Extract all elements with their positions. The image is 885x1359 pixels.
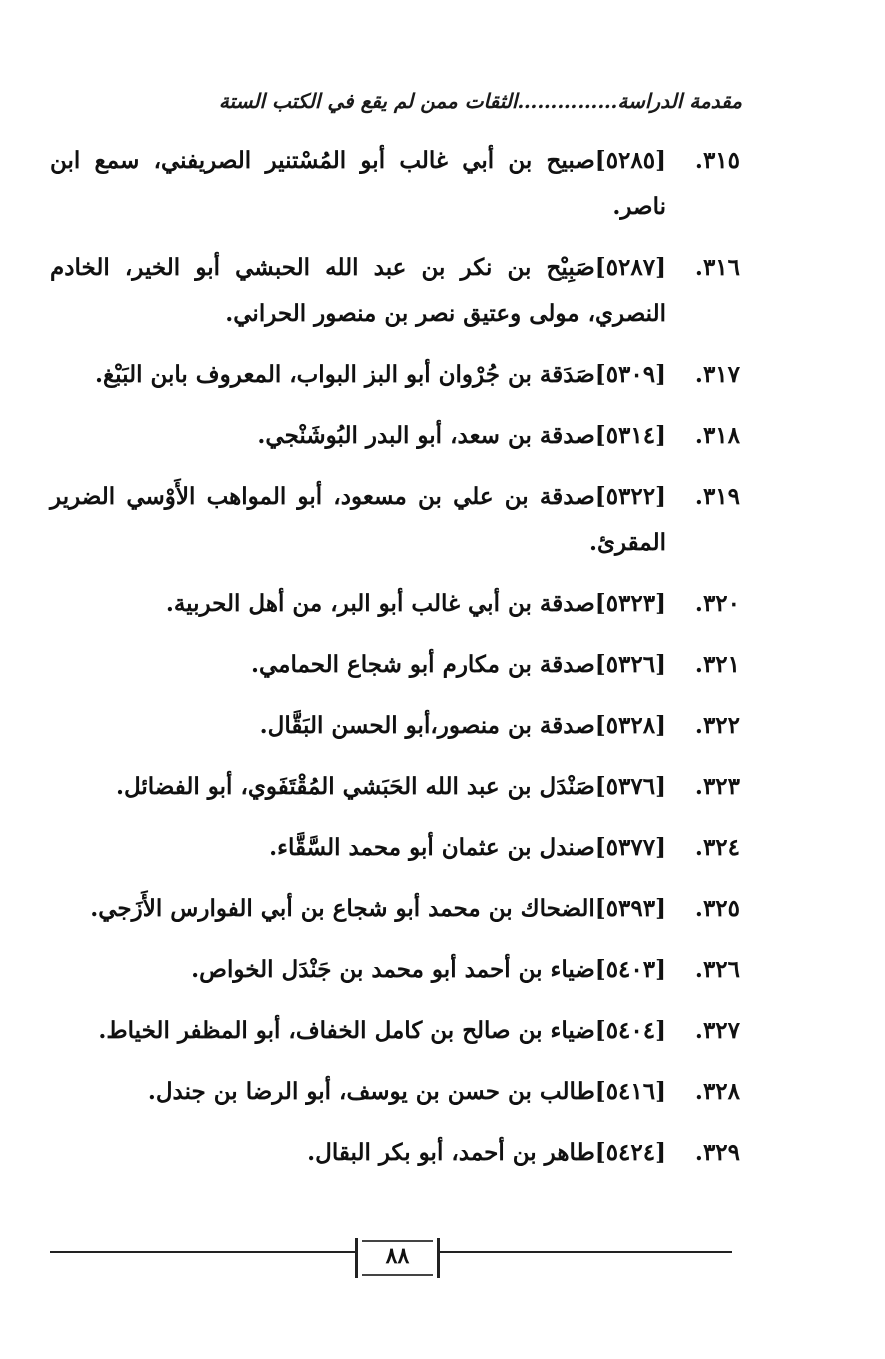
entry-text: [٥٤٢٤]طاهر بن أحمد، أبو بكر البقال. (307, 1139, 666, 1166)
entry-text: [٥٣٢٦]صدقة بن مكارم أبو شجاع الحمامي. (250, 651, 666, 678)
entry-text: [٥٢٨٧]صَبِيْح بن نكر بن عبد الله الحبشي أبو الخير، الخادم النصري، مولى وعتيق نصر بن منصور الحراني. (50, 254, 666, 327)
list-item (50, 1130, 740, 1176)
entry-number: ٣٢١. (694, 651, 740, 678)
entry-text: [٥٣٢٢]صدقة بن علي بن مسعود، أبو المواهب الأَوْسي الضرير المقرئ. (50, 483, 666, 556)
entry-text: [٥٤١٦]طالب بن حسن بن يوسف، أبو الرضا بن جندل. (147, 1078, 666, 1105)
list-item (50, 413, 740, 459)
list-item (50, 947, 740, 993)
entry-number: ٣٢٣. (694, 773, 740, 800)
entry-number: ٣٢٥. (694, 895, 740, 922)
entry-text: [٥٣١٤]صدقة بن سعد، أبو البدر البُوشَنْجي. (257, 422, 666, 449)
list-item (50, 764, 740, 810)
entry-number: ٣٢٧. (694, 1017, 740, 1044)
list-item (50, 352, 740, 398)
entry-number: ٣١٧. (694, 361, 740, 388)
entry-number: ٣٢٦. (694, 956, 740, 983)
entry-number: ٣١٥. (694, 147, 740, 174)
list-item (50, 474, 740, 566)
entry-text: [٥٣٢٨]صدقة بن منصور،أبو الحسن البَقَّال. (259, 712, 666, 739)
subsection-title: الثقات ممن لم يقع في الكتب الستة (218, 89, 518, 113)
page-number: ٨٨ (355, 1238, 440, 1278)
list-item (50, 642, 740, 688)
entry-number: ٣٢٤. (694, 834, 740, 861)
running-header (82, 86, 742, 116)
entry-number: ٣٢٠. (694, 590, 740, 617)
footer-divider-left (50, 1251, 355, 1253)
list-item (50, 581, 740, 627)
entry-number: ٣١٦. (694, 254, 740, 281)
entry-number: ٣١٨. (694, 422, 740, 449)
entry-text: [٥٤٠٤]ضياء بن صالح بن كامل الخفاف، أبو المظفر الخياط. (98, 1017, 666, 1044)
entry-number: ٣٢٨. (694, 1078, 740, 1105)
list-item (50, 886, 740, 932)
list-item (50, 1069, 740, 1115)
footer-divider-right (440, 1251, 732, 1253)
entry-number: ٣٢٩. (694, 1139, 740, 1166)
list-item (50, 825, 740, 871)
list-item (50, 1008, 740, 1054)
entry-text: [٥٣٢٣]صدقة بن أبي غالب أبو البر، من أهل الحربية. (165, 590, 666, 617)
entry-text: [٥٢٨٥]صبيح بن أبي غالب أبو المُسْتنير الصريفني، سمع ابن ناصر. (50, 147, 666, 220)
list-item (50, 245, 740, 337)
entry-number: ٣١٩. (694, 483, 740, 510)
entry-text: [٥٤٠٣]ضياء بن أحمد أبو محمد بن جَنْدَل الخواص. (191, 956, 666, 983)
entry-text: [٥٣٧٧]صندل بن عثمان أبو محمد السَّقَّاء. (269, 834, 666, 861)
list-item (50, 703, 740, 749)
list-item (50, 138, 740, 230)
entry-text: [٥٣٠٩]صَدَقة بن جُرْوان أبو البز البواب، المعروف بابن البَبْغ. (94, 361, 666, 388)
entry-number: ٣٢٢. (694, 712, 740, 739)
entry-text: [٥٣٧٦]صَنْدَل بن عبد الله الحَبَشي المُقْتَفَوي، أبو الفضائل. (115, 773, 666, 800)
section-title: مقدمة الدراسة (617, 89, 742, 113)
header-separator: …………… (517, 89, 618, 113)
entry-list (50, 138, 740, 1191)
entry-text: [٥٣٩٣]الضحاك بن محمد أبو شجاع بن أبي الفوارس الأَزَجي. (90, 895, 666, 922)
